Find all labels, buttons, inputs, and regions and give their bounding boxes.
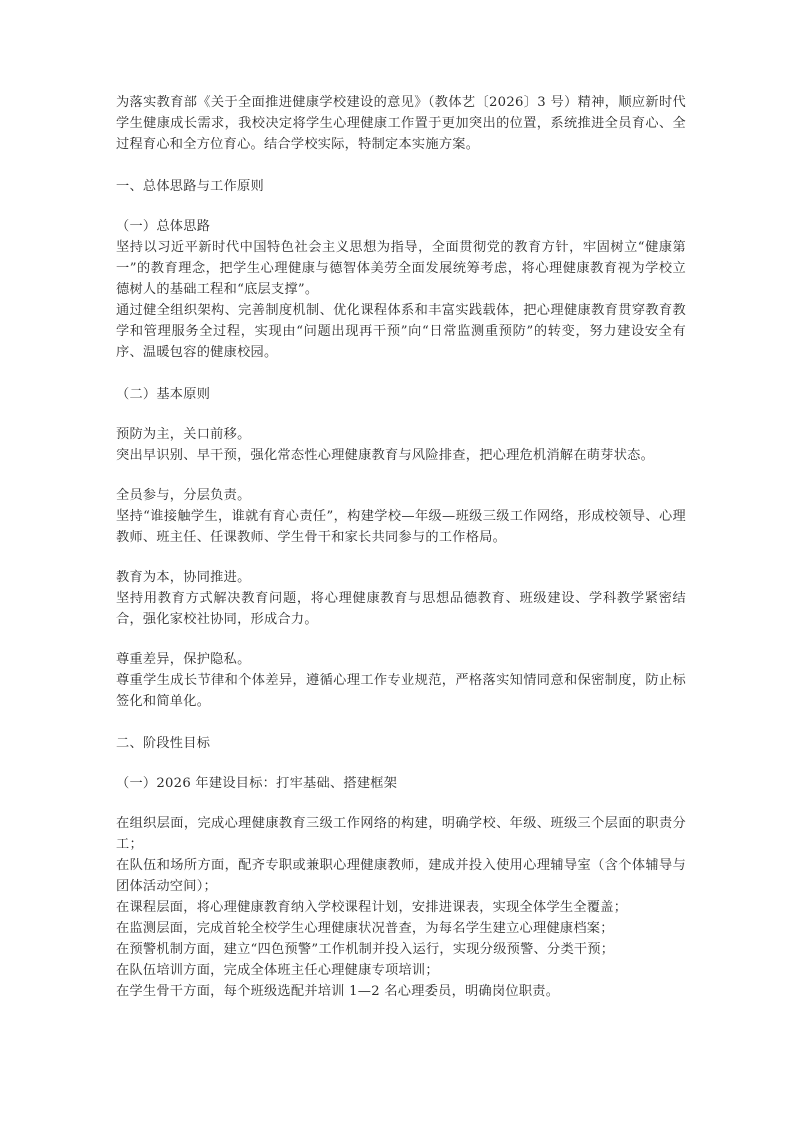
goal-item-6: 在队伍培训方面，完成全体班主任心理健康专项培训；: [116, 963, 439, 978]
spacer: [116, 155, 686, 176]
subsection-heading-1-1: （一）总体思路: [116, 219, 211, 234]
subsection-heading-2-1: （一）2026 年建设目标：打牢基础、搭建框架: [116, 776, 398, 791]
spacer: [116, 363, 686, 384]
spacer: [116, 712, 686, 733]
principle-1-detail: 突出早识别、早干预，强化常态性心理健康教育与风险排查，把心理危机消解在萌芽状态。: [116, 448, 655, 463]
goal-item-3: 在课程层面，将心理健康教育纳入学校课程计划，安排进课表，实现全体学生全覆盖；: [116, 900, 628, 915]
principle-3-title: 教育为本，协同推进。: [116, 570, 251, 585]
spacer: [116, 197, 686, 216]
subsection-1-1-paragraph-1: 坚持以习近平新时代中国特色社会主义思想为指导，全面贯彻党的教育方针，牢固树立“健康第一”的教育理念，把学生心理健康与德智体美劳全面发展统筹考虑，将心理健康教育视为学校立德树人的基础工程和“底层支撑”。: [116, 240, 686, 297]
goal-item-4: 在监测层面，完成首轮全校学生心理健康状况普查，为每名学生建立心理健康档案；: [116, 921, 614, 936]
spacer: [116, 548, 686, 567]
spacer: [116, 794, 686, 813]
goal-item-1: 在组织层面，完成心理健康教育三级工作网络的构建，明确学校、年级、班级三个层面的职责分工；: [116, 816, 686, 852]
section-heading-1: 一、总体思路与工作原则: [116, 179, 264, 194]
document-content: [116, 92, 686, 1002]
principle-2-title: 全员参与，分层负责。: [116, 488, 251, 503]
subsection-heading-1-2: （二）基本原则: [116, 387, 211, 402]
goal-item-7: 在学生骨干方面，每个班级选配并培训 1—2 名心理委员，明确岗位职责。: [116, 984, 560, 999]
section-heading-2: 二、阶段性目标: [116, 736, 211, 751]
subsection-1-1-paragraph-2: 通过健全组织架构、完善制度机制、优化课程体系和丰富实践载体，把心理健康教育贯穿教育教学和管理服务全过程，实现由“问题出现再干预”向“日常监测重预防”的转变，努力建设安全有序、温暖包容的健康校园。: [116, 303, 686, 360]
spacer: [116, 405, 686, 424]
spacer: [116, 630, 686, 649]
principle-1-title: 预防为主，关口前移。: [116, 427, 251, 442]
principle-2-detail: 坚持“谁接触学生，谁就有育心责任”，构建学校—年级—班级三级工作网络，形成校领导、心理教师、班主任、任课教师、学生骨干和家长共同参与的工作格局。: [116, 509, 686, 545]
spacer: [116, 754, 686, 773]
intro-paragraph: 为落实教育部《关于全面推进健康学校建设的意见》（教体艺〔2026〕3 号）精神，顺应新时代学生健康成长需求，我校决定将学生心理健康工作置于更加突出的位置，系统推进全员育心、全过程育心和全方位育心。结合学校实际，特制定本实施方案。: [116, 95, 686, 152]
goal-item-2: 在队伍和场所方面，配齐专职或兼职心理健康教师，建成并投入使用心理辅导室（含个体辅导与团体活动空间）；: [116, 858, 686, 894]
goal-item-5: 在预警机制方面，建立“四色预警”工作机制并投入运行，实现分级预警、分类干预；: [116, 942, 615, 957]
principle-4-detail: 尊重学生成长节律和个体差异，遵循心理工作专业规范，严格落实知情同意和保密制度，防止标签化和简单化。: [116, 673, 686, 709]
principle-4-title: 尊重差异，保护隐私。: [116, 652, 251, 667]
principle-3-detail: 坚持用教育方式解决教育问题，将心理健康教育与思想品德教育、班级建设、学科教学紧密结合，强化家校社协同，形成合力。: [116, 591, 686, 627]
spacer: [116, 466, 686, 485]
